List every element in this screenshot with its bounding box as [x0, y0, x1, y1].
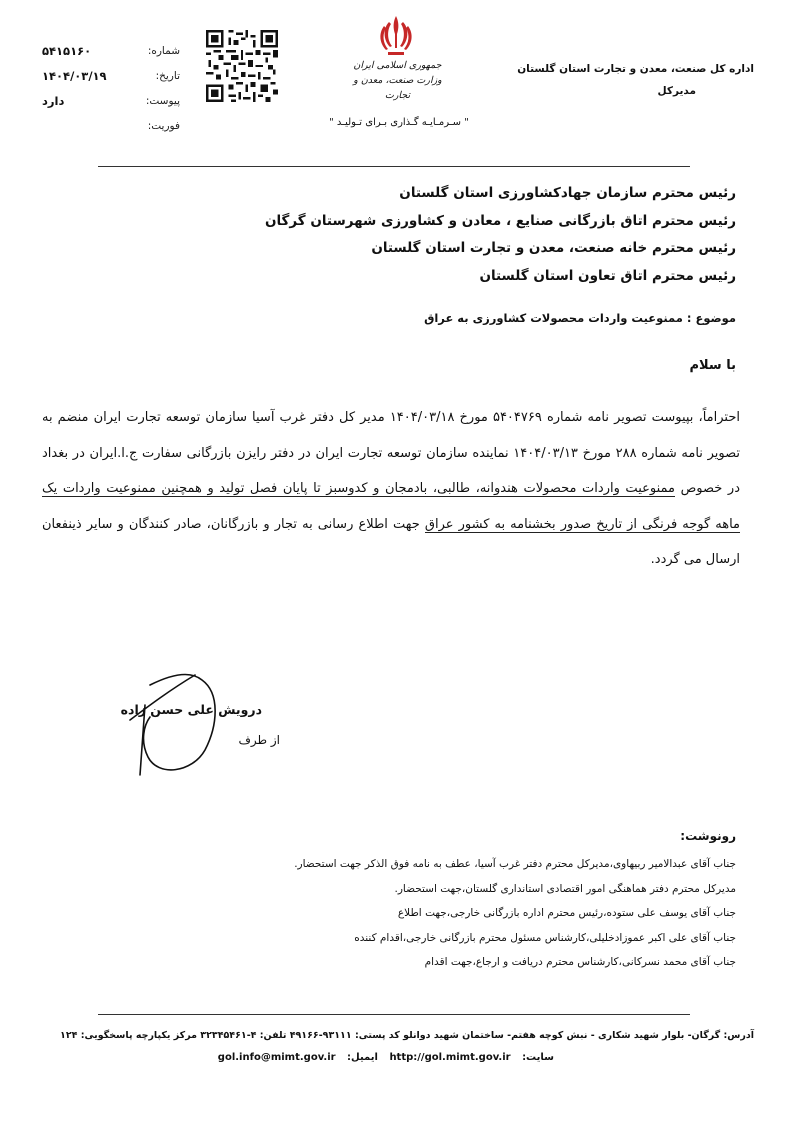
number-value: ۵۴۱۵۱۶۰ [42, 43, 92, 58]
footer-address: آدرس: گرگان- بلوار شهید شکاری - نبش کوچه هفتم- ساختمان شهید دوانلو کد پستی: ۹۳۱۱۱-۴۹۱۶۶ تلفن: ۴-۳۲۳۴۵۴۶۱ مرکز یکپارچه پاسخگویی: ۱۲۴ [60, 1030, 754, 1041]
cc-item: جناب آقای علی اکبر عموزادخلیلی،کارشناس مسئول محترم بازرگانی خارجی،اقدام کننده [354, 931, 736, 944]
signatory-name: درویش علی حسن زاده [120, 702, 262, 717]
attachment-label: پیوست: [145, 94, 180, 107]
recipient-line: رئیس محترم اتاق تعاون استان گلستان [479, 267, 736, 284]
header-divider [98, 166, 690, 167]
urgency-label: فوریت: [147, 119, 180, 132]
email-link[interactable]: gol.info@mimt.gov.ir [217, 1052, 336, 1063]
letter-body [42, 400, 740, 578]
footer-contact [24, 1052, 554, 1063]
cc-item: جناب آقای عبدالامیر ربیهاوی،مدیرکل محترم دفتر غرب آسیا، عطف به نامه فوق الذکر جهت استحضار. [294, 858, 736, 870]
org-position: مدیرکل [657, 85, 696, 97]
qr-code-icon [206, 29, 278, 103]
attachment-row [30, 88, 180, 113]
number-row [30, 38, 180, 63]
site-label: سایت: [522, 1052, 554, 1063]
body-text-part: جهت اطلاع رسانی به تجار و بازرگانان، صادر کنندگان و سایر ذینفعان ارسال می گردد. [42, 516, 740, 567]
on-behalf-label: از طرف [238, 733, 280, 747]
date-row [30, 63, 180, 88]
body-text-part: احتراماً، بپیوست تصویر نامه شماره ۵۴۰۴۷۶۹ مورخ ۱۴۰۴/۰۳/۱۸ مدیر کل دفتر غرب آسیا سازمان توسعه تجارت ایران منضم به تصویر نامه شماره ۲۸۸ مورخ ۱۴۰۴/۰۳/۱۳ نماینده سازمان توسعه تجارت ایران در دفتر رایزن بازرگانی سفارت ج.ا.ایران در بغداد در خصوص [42, 410, 740, 496]
organization-header [504, 58, 754, 102]
cc-item: جناب آقای یوسف علی ستوده،رئیس محترم اداره بازرگانی خارجی،جهت اطلاع [397, 907, 736, 919]
iran-emblem-icon [376, 14, 416, 58]
cc-title: رونوشت: [680, 829, 736, 843]
country-name: جمهوری اسلامی ایران [353, 60, 442, 71]
letter-meta [30, 38, 180, 138]
cc-list [176, 852, 736, 975]
date-value: ۱۴۰۴/۰۳/۱۹ [42, 68, 107, 83]
attachment-value: دارد [42, 93, 65, 108]
cc-item: مدیرکل محترم دفتر هماهنگی امور اقتصادی استانداری گلستان،جهت استحضار. [394, 882, 736, 895]
letter-subject: موضوع : ممنوعیت واردات محصولات کشاورزی به عراق [424, 311, 736, 325]
handwritten-signature [110, 665, 260, 785]
site-link[interactable]: http://gol.mimt.gov.ir [389, 1052, 511, 1063]
ministry-title: وزارت صنعت، معدن و تجارت [353, 75, 442, 101]
org-name: اداره کل صنعت، معدن و تجارت استان گلستان [517, 63, 754, 75]
footer-divider [98, 1014, 690, 1015]
recipients-list [136, 180, 736, 290]
cc-item: جناب آقای محمد نسرکانی،کارشناس محترم دریافت و ارجاع،جهت اقدام [424, 956, 736, 968]
email-label: ایمیل: [347, 1052, 378, 1063]
ministry-name [340, 58, 455, 103]
recipient-line: رئیس محترم سازمان جهادکشاورزی استان گلستان [399, 185, 736, 201]
recipient-line: رئیس محترم خانه صنعت، معدن و تجارت استان گلستان [371, 240, 736, 256]
underlined-text: ممنوعیت واردات محصولات هندوانه، طالبی، بادمجان و کدوسبز تا پایان فصل تولید و همچنین ممنوعیت واردات یک ماهه گوجه فرنگی از تاریخ صدور بخشنامه به کشور عراق [42, 481, 741, 532]
date-label: تاریخ: [155, 69, 180, 82]
recipient-line: رئیس محترم اتاق بازرگانی صنایع ، معادن و کشاورزی شهرستان گرگان [264, 212, 736, 229]
greeting: با سلام [689, 358, 736, 373]
slogan: " سـرمـایـه گـذاری بـرای تـولیـد " [329, 117, 469, 128]
number-label: شماره: [147, 44, 180, 57]
urgency-row [30, 113, 180, 138]
